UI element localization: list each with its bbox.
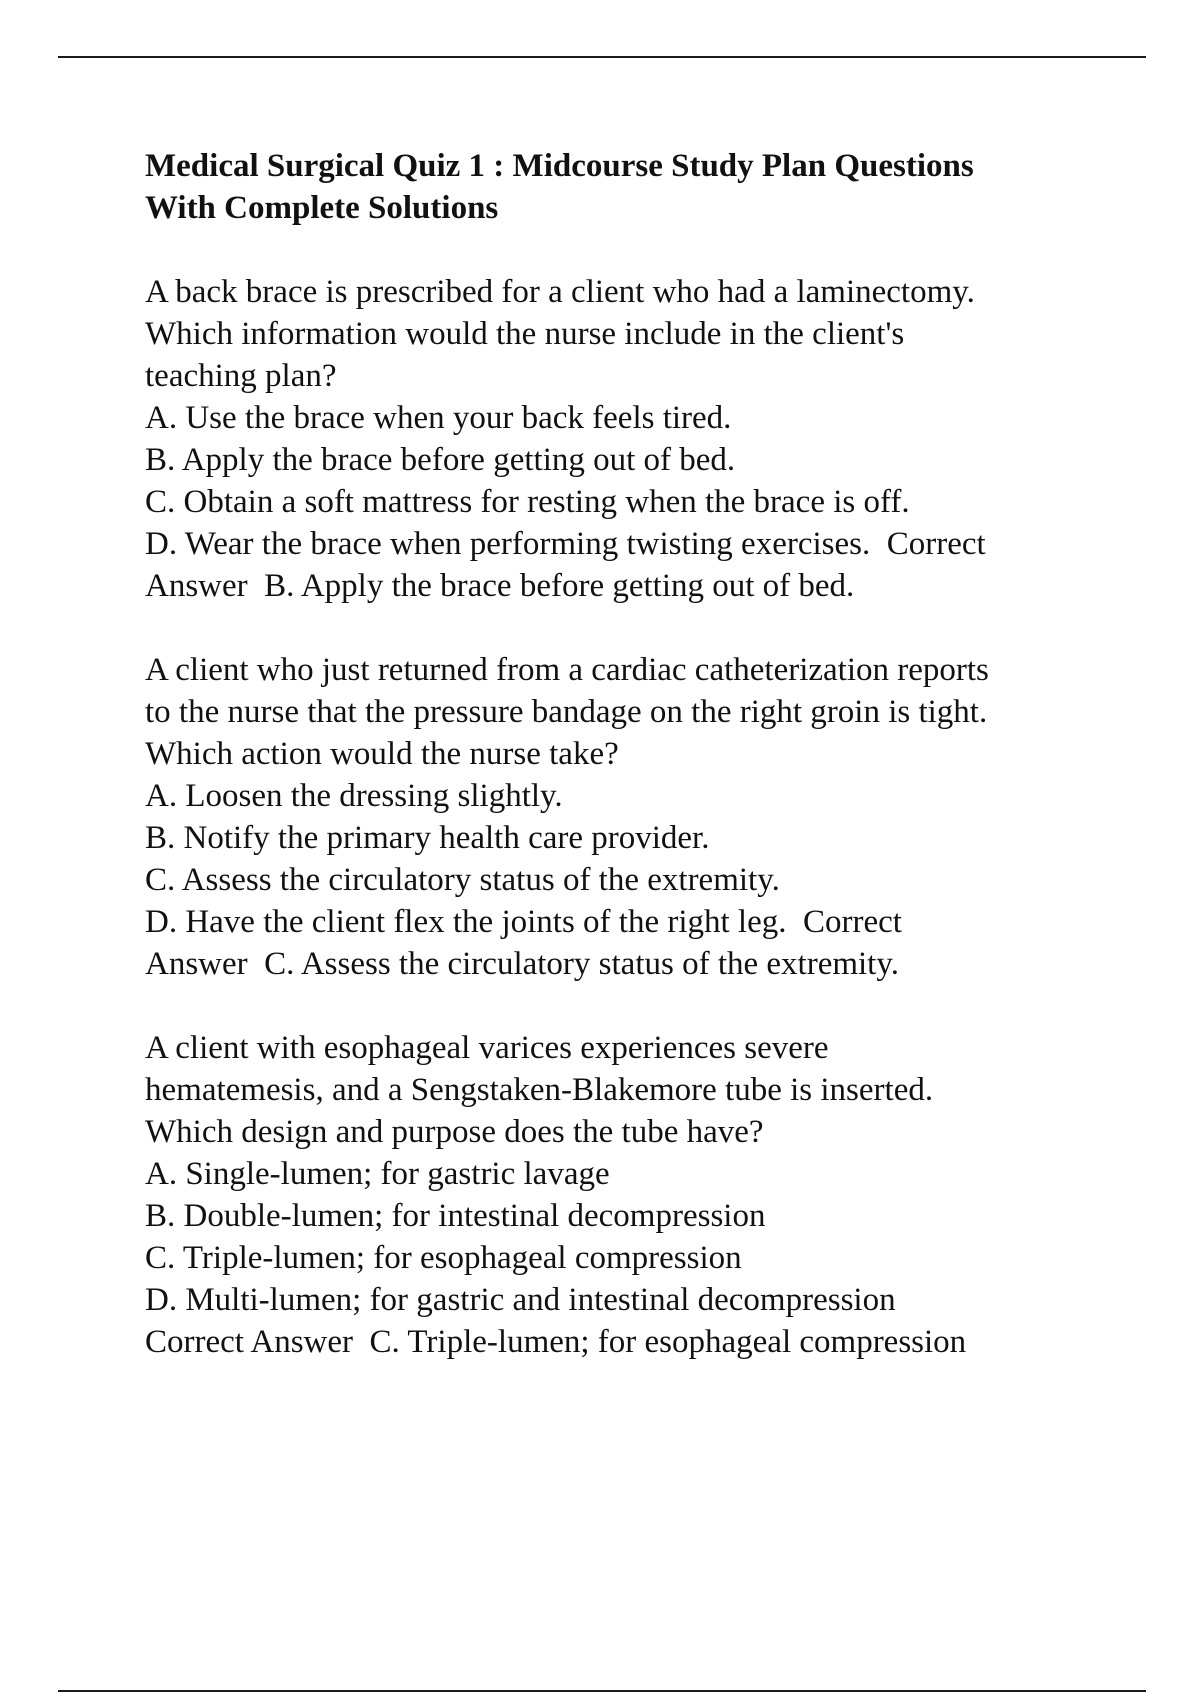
bottom-rule	[58, 1690, 1146, 1692]
question-3	[145, 1027, 1105, 1363]
question-stem-line: A back brace is prescribed for a client who had a laminectomy.	[145, 274, 975, 310]
option-a: A. Loosen the dressing slightly.	[145, 778, 563, 814]
question-stem-line: A client with esophageal varices experiences severe	[145, 1030, 829, 1066]
option-c: C. Triple-lumen; for esophageal compression	[145, 1240, 742, 1276]
document-body	[145, 145, 1105, 1405]
option-c: C. Obtain a soft mattress for resting when the brace is off.	[145, 484, 910, 520]
option-d: D. Have the client flex the joints of the right leg. Correct	[145, 904, 902, 940]
correct-answer: Answer C. Assess the circulatory status of the extremity.	[145, 946, 899, 982]
question-stem-line: Which design and purpose does the tube have?	[145, 1114, 764, 1150]
option-a: A. Use the brace when your back feels tired.	[145, 400, 732, 436]
option-b: B. Notify the primary health care provider.	[145, 820, 710, 856]
top-rule	[58, 56, 1146, 58]
option-d: D. Wear the brace when performing twisting exercises. Correct	[145, 526, 986, 562]
title-line-2: With Complete Solutions	[145, 190, 499, 226]
option-a: A. Single-lumen; for gastric lavage	[145, 1156, 610, 1192]
question-stem-line: A client who just returned from a cardiac catheterization reports	[145, 652, 989, 688]
option-d: D. Multi-lumen; for gastric and intestinal decompression	[145, 1282, 896, 1318]
question-2	[145, 649, 1105, 985]
option-c: C. Assess the circulatory status of the extremity.	[145, 862, 780, 898]
question-1	[145, 271, 1105, 607]
option-b: B. Apply the brace before getting out of bed.	[145, 442, 736, 478]
question-stem-line: Which action would the nurse take?	[145, 736, 619, 772]
question-stem-line: hematemesis, and a Sengstaken-Blakemore tube is inserted.	[145, 1072, 934, 1108]
question-stem-line: to the nurse that the pressure bandage on the right groin is tight.	[145, 694, 988, 730]
correct-answer: Answer B. Apply the brace before getting out of bed.	[145, 568, 855, 604]
title-line-1: Medical Surgical Quiz 1 : Midcourse Study Plan Questions	[145, 148, 974, 184]
question-stem-line: Which information would the nurse include in the client's	[145, 316, 905, 352]
question-stem-line: teaching plan?	[145, 358, 337, 394]
option-b: B. Double-lumen; for intestinal decompression	[145, 1198, 766, 1234]
document-title	[145, 145, 1105, 229]
correct-answer: Correct Answer C. Triple-lumen; for esophageal compression	[145, 1324, 967, 1360]
